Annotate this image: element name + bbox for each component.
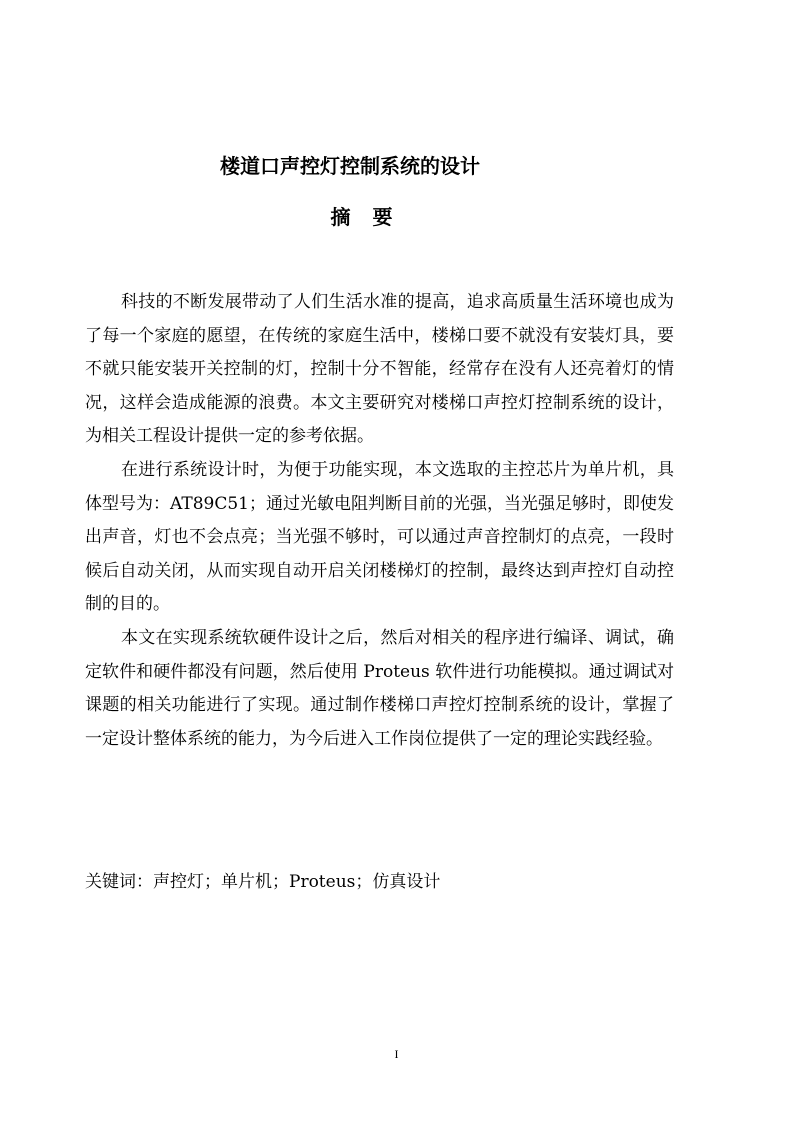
abstract-body bbox=[85, 286, 674, 756]
abstract-paragraph-2: 在进行系统设计时，为便于功能实现，本文选取的主控芯片为单片机，具体型号为：AT89C51；通过光敏电阻判断目前的光强，当光强足够时，即使发出声音，灯也不会点亮；当光强不够时，可以通过声音控制灯的点亮，一段时候后自动关闭，从而实现自动开启关闭楼梯灯的控制，最终达到声控灯自动控制的目的。 bbox=[85, 459, 674, 615]
keywords-line bbox=[85, 868, 440, 896]
keywords-value: 声控灯；单片机；Proteus；仿真设计 bbox=[153, 872, 441, 892]
abstract-paragraph-1: 科技的不断发展带动了人们生活水准的提高，追求高质量生活环境也成为了每一个家庭的愿望，在传统的家庭生活中，楼梯口要不就没有安装灯具，要不就只能安装开关控制的灯，控制十分不智能，经常存在没有人还亮着灯的情况，这样会造成能源的浪费。本文主要研究对楼梯口声控灯控制系统的设计，为相关工程设计提供一定的参考依据。 bbox=[85, 292, 674, 447]
document-title: 楼道口声控灯控制系统的设计 bbox=[220, 154, 480, 178]
page-number: I bbox=[394, 1047, 399, 1061]
abstract-paragraph-3: 本文在实现系统软硬件设计之后，然后对相关的程序进行编译、调试，确定软件和硬件都没有问题，然后使用 Proteus 软件进行功能模拟。通过调试对课题的相关功能进行了实现。通过制作楼梯口声控灯控制系统的设计，掌握了一定设计整体系统的能力，为今后进入工作岗位提供了一定的理论实践经验。 bbox=[85, 627, 674, 749]
abstract-heading: 摘要 bbox=[330, 205, 415, 229]
keywords-label: 关键词： bbox=[85, 872, 153, 892]
